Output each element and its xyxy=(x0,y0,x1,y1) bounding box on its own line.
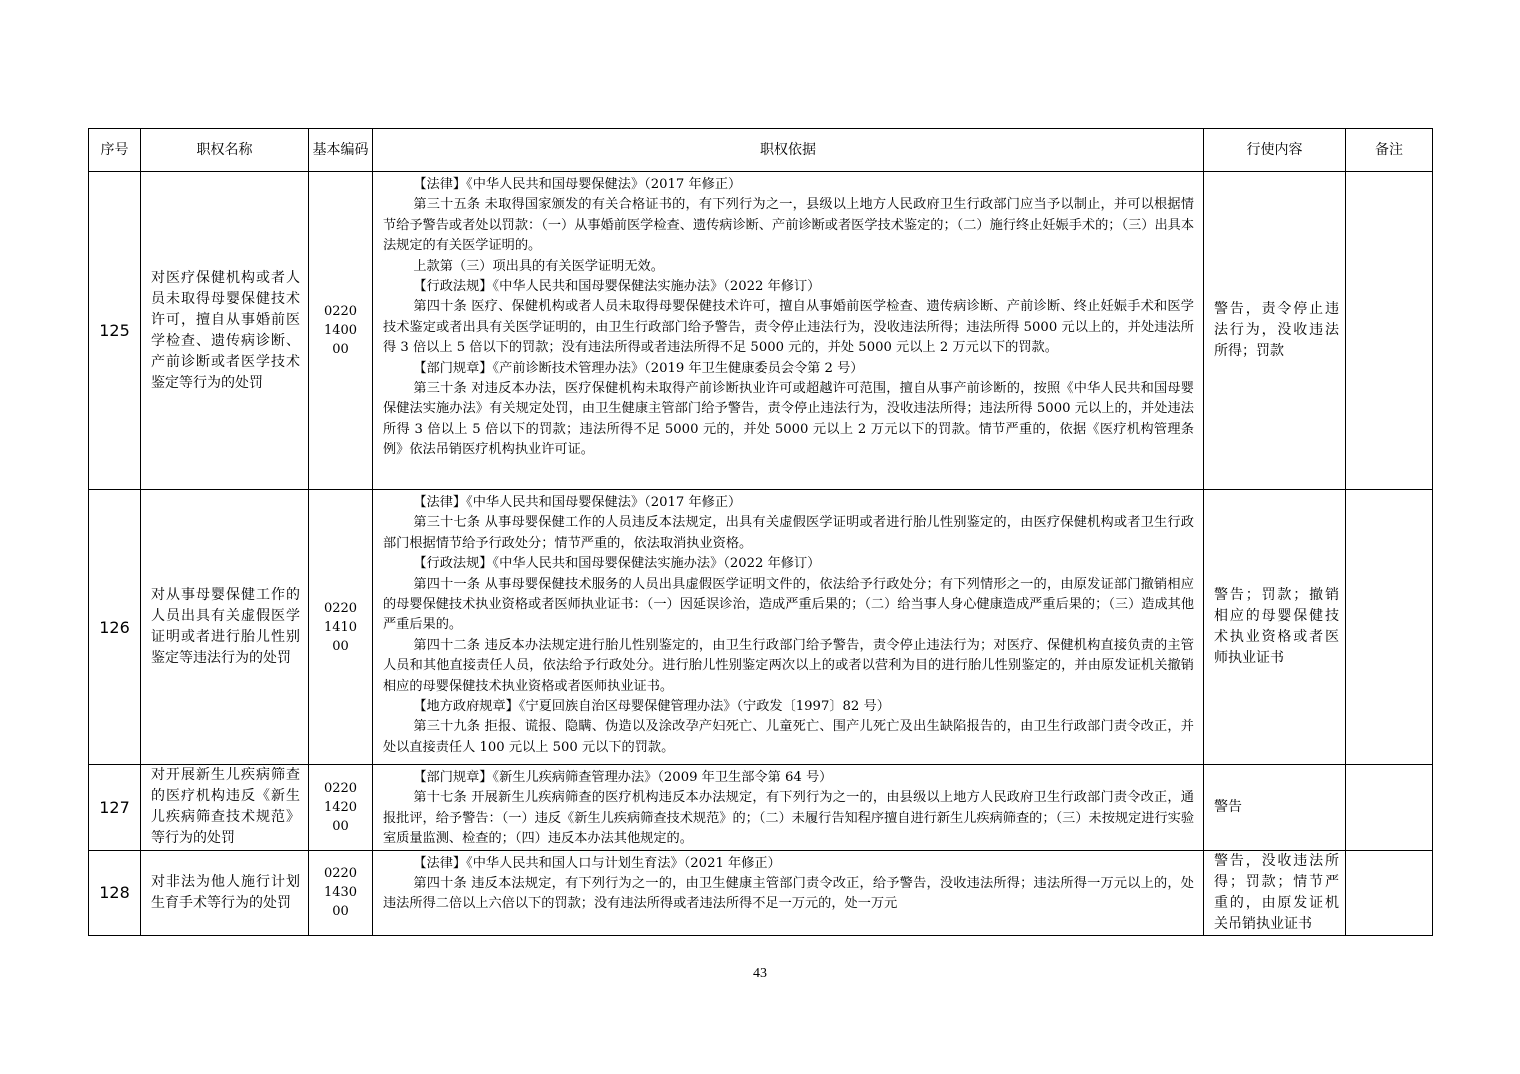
basis-paragraph: 第三十九条 拒报、谎报、隐瞒、伪造以及涂改孕产妇死亡、儿童死亡、围产儿死亡及出生缺陷报告的，由卫生行政部门责令改正，并处以直接责任人 100 元以上 500 元以下的罚款。 xyxy=(383,719,1194,755)
basis-paragraph: 【部门规章】《产前诊断技术管理办法》（2019 年卫生健康委员会令第 2 号） xyxy=(413,360,864,376)
row-basic-code xyxy=(309,172,373,490)
basis-paragraph: 【地方政府规章】《宁夏回族自治区母婴保健管理办法》（宁政发〔1997〕82 号） xyxy=(413,699,890,715)
basis-paragraph: 第三十七条 从事母婴保健工作的人员违反本法规定，出具有关虚假医学证明或者进行胎儿性别鉴定的，由医疗保健机构或者卫生行政部门根据情节给予行政处分；情节严重的，依法取消执业资格。 xyxy=(383,515,1194,551)
row-remark xyxy=(1346,490,1433,765)
row-legal-basis xyxy=(373,172,1204,490)
row-exercise-content: 警告，责令停止违法行为，没收违法所得；罚款 xyxy=(1204,172,1346,490)
row-legal-basis xyxy=(373,850,1204,935)
row-basic-code-text: 0220143000 xyxy=(323,866,358,920)
row-power-name: 对从事母婴保健工作的人员出具有关虚假医学证明或者进行胎儿性别鉴定等违法行为的处罚 xyxy=(141,490,309,765)
row-remark xyxy=(1346,172,1433,490)
row-legal-basis xyxy=(373,765,1204,851)
row-remark xyxy=(1346,765,1433,851)
header-note: 备注 xyxy=(1346,129,1433,172)
header-seq: 序号 xyxy=(89,129,141,172)
header-code: 基本编码 xyxy=(309,129,373,172)
basis-paragraph: 【行政法规】《中华人民共和国母婴保健法实施办法》（2022 年修订） xyxy=(413,279,821,295)
basis-paragraph: 第四十条 医疗、保健机构或者人员未取得母婴保健技术许可，擅自从事婚前医学检查、遗传病诊断、产前诊断、终止妊娠手术和医学技术鉴定或者出具有关医学证明的，由卫生行政部门给予警告，责令停止违法行为，没收违法所得；违法所得 5000 元以上的，并处违法所得 3 倍以上 5 倍以下的罚款；没有违法所得或者违法所得不足 5000 元的，并处 5000 元以上 2 万元以下的罚款。 xyxy=(383,299,1194,356)
table-row xyxy=(89,850,1433,935)
row-exercise-content: 警告，没收违法所得；罚款；情节严重的，由原发证机关吊销执业证书 xyxy=(1204,850,1346,935)
row-basic-code xyxy=(309,850,373,935)
row-basic-code-text: 0220140000 xyxy=(323,304,358,357)
row-remark xyxy=(1346,850,1433,935)
row-power-name: 对非法为他人施行计划生育手术等行为的处罚 xyxy=(141,850,309,935)
basis-paragraph: 第四十二条 违反本办法规定进行胎儿性别鉴定的，由卫生行政部门给予警告，责令停止违法行为；对医疗、保健机构直接负责的主管人员和其他直接责任人员，依法给予行政处分。进行胎儿性别鉴定两次以上的或者以营利为目的进行胎儿性别鉴定的，并由原发证机关撤销相应的母婴保健技术执业资格或者医师执业证书。 xyxy=(383,637,1194,694)
basis-paragraph: 【行政法规】《中华人民共和国母婴保健法实施办法》（2022 年修订） xyxy=(413,556,821,572)
basis-paragraph: 【部门规章】《新生儿疾病筛查管理办法》（2009 年卫生部令第 64 号） xyxy=(413,770,833,785)
row-basic-code-text: 0220141000 xyxy=(323,600,358,654)
row-exercise-content: 警告 xyxy=(1204,765,1346,851)
basis-paragraph: 第四十条 违反本法规定，有下列行为之一的，由卫生健康主管部门责令改正，给予警告，没收违法所得；违法所得一万元以上的，处违法所得二倍以上六倍以下的罚款；没有违法所得或者违法所得不足一万元的，处一万元 xyxy=(383,876,1194,912)
basis-paragraph: 第十七条 开展新生儿疾病筛查的医疗机构违反本办法规定，有下列行为之一的，由县级以上地方人民政府卫生行政部门责令改正，通报批评，给予警告：（一）违反《新生儿疾病筛查技术规范》的；（二）未履行告知程序擅自进行新生儿疾病筛查的；（三）未按规定进行实验室质量监测、检查的；（四）违反本办法其他规定的。 xyxy=(383,790,1195,847)
row-seq: 128 xyxy=(89,850,141,935)
row-power-name: 对医疗保健机构或者人员未取得母婴保健技术许可，擅自从事婚前医学检查、遗传病诊断、产前诊断或者医学技术鉴定等行为的处罚 xyxy=(141,172,309,490)
page-number: 43 xyxy=(753,966,767,981)
row-seq: 126 xyxy=(89,490,141,765)
row-basic-code xyxy=(309,765,373,851)
header-name: 职权名称 xyxy=(141,129,309,172)
table-row xyxy=(89,172,1433,490)
basis-paragraph: 上款第（三）项出具的有关医学证明无效。 xyxy=(413,258,664,274)
header-content: 行使内容 xyxy=(1204,129,1346,172)
row-exercise-content: 警告；罚款；撤销相应的母婴保健技术执业资格或者医师执业证书 xyxy=(1204,490,1346,765)
row-basic-code-text: 0220142000 xyxy=(323,780,358,834)
basis-paragraph: 【法律】《中华人民共和国人口与计划生育法》（2021 年修正） xyxy=(413,855,781,871)
row-seq: 127 xyxy=(89,765,141,851)
header-basis: 职权依据 xyxy=(373,129,1204,172)
powers-table xyxy=(88,128,1433,936)
basis-paragraph: 第三十条 对违反本办法，医疗保健机构未取得产前诊断执业许可或超越许可范围，擅自从事产前诊断的，按照《中华人民共和国母婴保健法实施办法》有关规定处罚，由卫生健康主管部门给予警告，责令停止违法行为，没收违法所得；违法所得 5000 元以上的，并处违法所得 3 倍以上 5 倍以下的罚款；违法所得不足 5000 元的，并处 5000 元以上 2 万元以下的罚款。情节严重的，依据《医疗机构管理条例》依法吊销医疗机构执业许可证。 xyxy=(383,381,1194,458)
row-seq: 125 xyxy=(89,172,141,490)
basis-paragraph: 第四十一条 从事母婴保健技术服务的人员出具虚假医学证明文件的，依法给予行政处分；有下列情形之一的，由原发证部门撤销相应的母婴保健技术执业资格或者医师执业证书：（一）因延误诊治，造成严重后果的；（二）给当事人身心健康造成严重后果的；（三）造成其他严重后果的。 xyxy=(383,576,1195,633)
row-power-name: 对开展新生儿疾病筛查的医疗机构违反《新生儿疾病筛查技术规范》等行为的处罚 xyxy=(141,765,309,851)
basis-paragraph: 【法律】《中华人民共和国母婴保健法》（2017 年修正） xyxy=(413,177,742,192)
basis-paragraph: 【法律】《中华人民共和国母婴保健法》（2017 年修正） xyxy=(413,495,742,510)
row-legal-basis xyxy=(373,490,1204,765)
table-row xyxy=(89,765,1433,851)
table-row xyxy=(89,490,1433,765)
basis-paragraph: 第三十五条 未取得国家颁发的有关合格证书的，有下列行为之一，县级以上地方人民政府卫生行政部门应当予以制止，并可以根据情节给予警告或者处以罚款：（一）从事婚前医学检查、遗传病诊断、产前诊断或者医学技术鉴定的；（二）施行终止妊娠手术的；（三）出具本法规定的有关医学证明的。 xyxy=(383,197,1195,254)
table-header-row xyxy=(89,129,1433,172)
row-basic-code xyxy=(309,490,373,765)
